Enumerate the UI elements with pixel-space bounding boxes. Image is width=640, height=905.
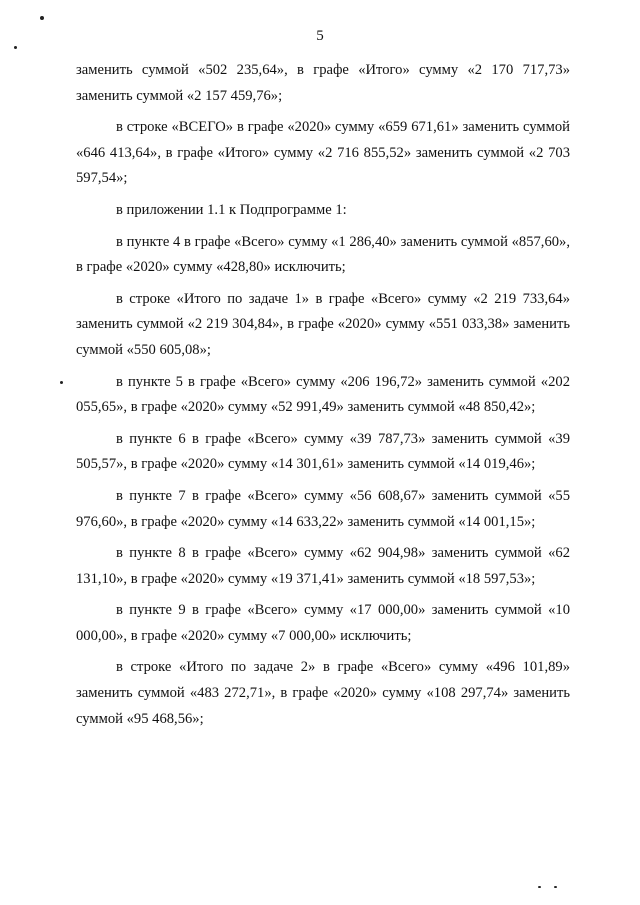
paragraph: в пункте 5 в графе «Всего» сумму «206 196,72» заменить суммой «202 055,65», в графе «2020» сумму «52 991,49» заменить суммой «48 850,42»;	[76, 373, 570, 416]
paragraph: в пункте 8 в графе «Всего» сумму «62 904,98» заменить суммой «62 131,10», в графе «2020» сумму «19 371,41» заменить суммой «18 597,53»;	[76, 545, 570, 587]
paragraph: в пункте 4 в графе «Всего» сумму «1 286,40» заменить суммой «857,60», в графе «2020» сумму «428,80» исключить;	[76, 233, 570, 276]
scan-speck	[14, 46, 17, 49]
paragraph: в строке «ВСЕГО» в графе «2020» сумму «659 671,61» заменить суммой «646 413,64», в графе «Итого» сумму «2 716 855,52» заменить суммой «2 703 597,54»;	[76, 119, 570, 187]
scan-speck	[554, 886, 557, 888]
paragraph: в пункте 6 в графе «Всего» сумму «39 787,73» заменить суммой «39 505,57», в графе «2020» сумму «14 301,61» заменить суммой «14 019,46»;	[76, 430, 570, 473]
paragraph: в пункте 7 в графе «Всего» сумму «56 608,67» заменить суммой «55 976,60», в графе «2020» сумму «14 633,22» заменить суммой «14 001,15»;	[76, 487, 570, 530]
paragraph: в строке «Итого по задаче 1» в графе «Всего» сумму «2 219 733,64» заменить суммой «2 219 304,84», в графе «2020» сумму «551 033,38» заменить суммой «550 605,08»;	[76, 290, 570, 358]
document-body	[76, 58, 570, 732]
scan-speck	[40, 16, 44, 20]
page-number: 5	[316, 28, 324, 44]
paragraph: заменить суммой «502 235,64», в графе «Итого» сумму «2 170 717,73» заменить суммой «2 157 459,76»;	[76, 62, 570, 104]
paragraph: в строке «Итого по задаче 2» в графе «Всего» сумму «496 101,89» заменить суммой «483 272,71», в графе «2020» сумму «108 297,74» заменить суммой «95 468,56»;	[76, 659, 570, 727]
paragraph: в пункте 9 в графе «Всего» сумму «17 000,00» заменить суммой «10 000,00», в графе «2020» сумму «7 000,00» исключить;	[76, 602, 570, 644]
paragraph: в приложении 1.1 к Подпрограмме 1:	[116, 201, 347, 218]
scan-speck	[538, 886, 541, 888]
scan-speck	[60, 381, 63, 384]
